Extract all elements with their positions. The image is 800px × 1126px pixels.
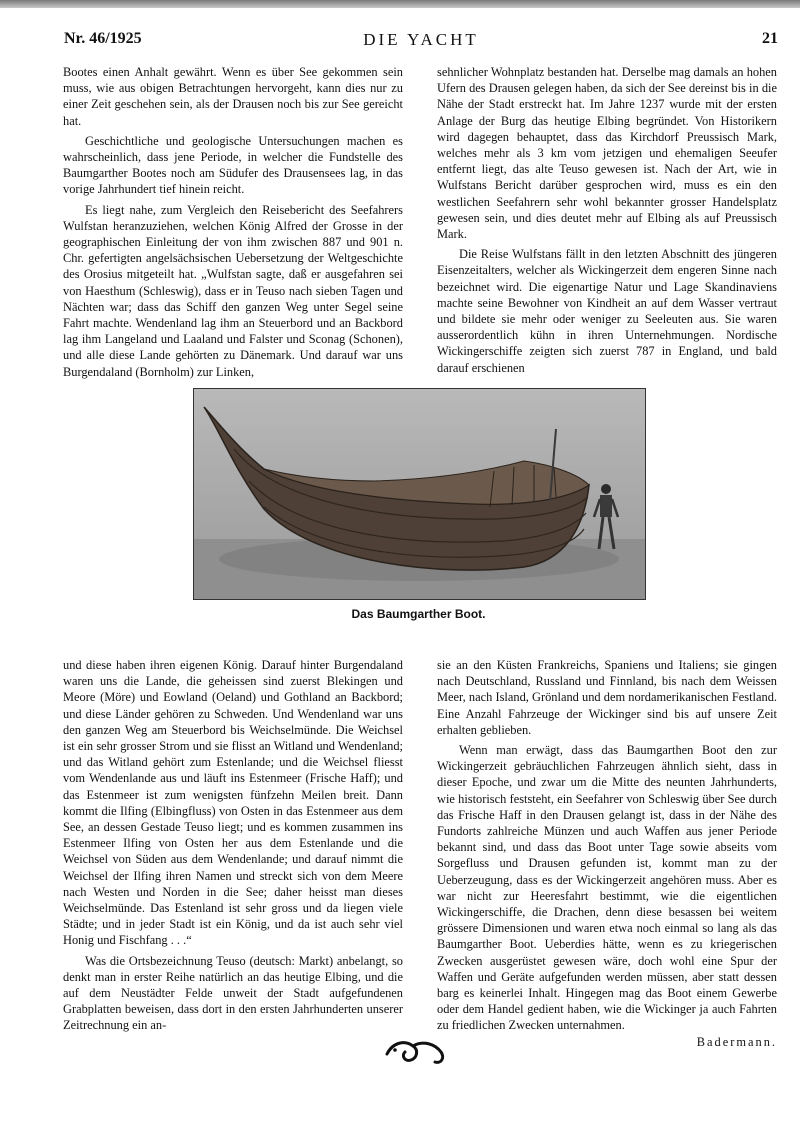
- paragraph: Wenn man erwägt, dass das Baumgarthen Boot den zur Wickingerzeit gebräuchlichen Fahrzeugen ähnlich sieht, dass in dieser Epoche, und zwar um die Mitte des neunten Jahrhunderts, wie historisch feststeht, ein Seefahrer von Schleswig über See durch das Frische Haff in den Drausen gelangt ist, dass in der Nähe des Fundorts zahlreiche Münzen und auch Waffen aus jener Periode bekannt sind, und dass das Boot unter Tage sowie abseits vom Sorgefluss und Drausen gefunden ist, kommt man zu der Ueberzeugung, dass es der Wickingerzeit angehören muss. Aber es war nicht zur Heeresfahrt bestimmt, wie die eigentlichen Wickingerschiffe, die Drachen, denn diese besassen bei weitem grössere Dimensionen und waren etwa noch einmal so lang als das Baumgarther Boot. Ueberdies hätte, wenn es zu kriegerischen Zwecken ausgerüstet gewesen wäre, doch wohl eine Spur der Waffen und Geräte aufgefunden werden müssen, aber statt dessen barg es keinerlei Inhalt. Hingegen mag das Boot einem Gewerbe oder dem Handel gedient haben, wie die Wickinger ja auch Fahrten zu friedlichen Zwecken unternahmen.: [437, 743, 777, 1033]
- paragraph: Geschichtliche und geologische Untersuchungen machen es wahrscheinlich, dass jene Periode, in welcher die Fundstelle des Baumgarther Bootes noch am Südufer des Drausensees lag, in das vorige Jahrhundert tief hinein reicht.: [63, 133, 403, 197]
- page-header: [64, 30, 778, 54]
- dragon-head-vignette-icon: [383, 1036, 449, 1068]
- author-signature: Badermann.: [696, 1034, 777, 1049]
- paragraph: Bootes einen Anhalt gewährt. Wenn es über See gekommen sein muss, wie aus obigen Betrachtungen hervorgeht, kann dies nur zu einer Zeit geschehen sein, als der Drausen noch bis zur See gereicht hat.: [63, 65, 403, 128]
- paragraph: und diese haben ihren eigenen König. Darauf hinter Burgendaland waren uns die Lande, die geheissen sind zuerst Blekingen und Meore (Möre) und Eowland (Oeland) und Gothland an Backbord; und diese Länder gehören zu Schweden. Und Wendenland war uns den ganzen Weg am Steuerbord bis Weichselmünde. Die Weichsel ist ein sehr grosser Strom und sie flisst an Witland und Wendenland; und das Witland gehört zum Estenlande; und die Weichsel fliesst vom Wendenlande aus und läuft ins Estenmeer (Frische Haff); und das Estenmeer ist zum wenigsten fünfzehn Meilen breit. Dann kommt die Ilfing (Elbingfluss) von Osten in das Estenmeer aus dem See, an dessen Gestade Teuso liegt; und es kommen zusammen ins Estenmeer Ilfing von Osten her aus dem Estenlande und die Weichsel von Süden aus dem Wendenlande; und darauf nimmt die Weichsel der Ilfing ihren Namen und streckt sich von dem Meere nach Westen und Norden in die See; daher heisst man dieses Weichselmünde. Das Estenland ist sehr gross und da liegen viele Städte; und in jeder Stadt ist ein König, und da ist auch sehr viel Honig und Fischfang . . .“: [63, 658, 403, 948]
- paragraph: Die Reise Wulfstans fällt in den letzten Abschnitt des jüngeren Eisenzeitalters, welcher als Wickingerzeit dem engeren Sinne nach bezeichnet wird. Die eigenartige Natur und Lage Skandinaviens machte seine Bewohner von Kindheit an auf dem Wasser vertraut und bildete sie mehr oder weniger zu Seeleuten aus. Sie waren ausserordentlich kühn in ihren Unternehmungen. Nordische Wickingerschiffe zeigten sich zuerst 787 in England, und bald darauf erschienen: [437, 247, 777, 375]
- boat-illustration: [194, 389, 645, 599]
- column-top-left: [63, 64, 403, 380]
- paragraph: Was die Ortsbezeichnung Teuso (deutsch: Markt) anbelangt, so denkt man in erster Reihe natürlich an das heutige Elbing, und die auf dem Neustädter Felde unweit der Stadt aufgefundenen Grabplatten beweisen, dass dort in den ersten Jahrhunderten unserer Zeitrechnung ein an-: [63, 953, 403, 1033]
- journal-title: DIE YACHT: [363, 30, 479, 49]
- paragraph: sehnlicher Wohnplatz bestanden hat. Derselbe mag damals an hohen Ufern des Drausen gelegen haben, da sich der See dereinst bis in die Nähe der Stadt erstreckt hat. Im Jahre 1237 wurde mit der ersten Anlage der Burg das heutige Elbing begründet. Von Historikern wird dagegen behauptet, dass das Kirchdorf Preussisch Mark, welches mehr als 3 km vom jetzigen und ehemaligen Seeufer entfernt liegt, das alte Teuso gewesen ist. Nach der Art, wie in Wulfstans Bericht darüber gesprochen wird, muss es ein den westlichen Seefahrern sehr wohl bekannter grosser Handelsplatz gewesen sein, und dies deutet mehr auf Elbing als auf Preussisch Mark.: [437, 65, 777, 242]
- figure-caption: Das Baumgarther Boot.: [351, 607, 486, 621]
- top-edge-rule: [0, 0, 800, 8]
- boat-photograph: [193, 388, 646, 600]
- issue-number: Nr. 46/1925: [64, 30, 142, 47]
- paragraph: sie an den Küsten Frankreichs, Spaniens und Italiens; sie gingen nach Deutschland, Russland und Finnland, bis nach dem Weissen Meer, nach Island, Grönland und dem nordamerikanischen Festland. Eine Anzahl Fahrzeuge der Wickinger sind bis auf unsere Zeit erhalten geblieben.: [437, 658, 777, 737]
- column-bottom-left: [63, 657, 403, 1034]
- paragraph: Es liegt nahe, zum Vergleich den Reisebericht des Seefahrers Wulfstan heranzuziehen, welchen König Alfred der Grosse in der geographischen Einleitung der von ihm zwischen 887 und 901 n. Chr. gefertigten angelsächsischen Uebersetzung der Weltgeschichte des Orosius mitgeteilt hat. „Wulfstan sagte, daß er ausgefahren sei von Haesthum (Schleswig), dass er in Teuso nach sieben Tagen und Nächten war; dass das Schiff den ganzen Weg unter Segel seine Fahrt machte. Wendenland lag ihm an Steuerbord und an Backbord lag ihm Langeland und Laaland und Falster und Sconag (Schonen), und alle diese Lande gehörten zu Dänemark. Und darauf war uns Burgendaland (Bornholm) zur Linken,: [63, 202, 403, 379]
- column-top-right: [437, 64, 777, 376]
- column-bottom-right: [437, 657, 777, 1050]
- page-number: 21: [762, 30, 778, 47]
